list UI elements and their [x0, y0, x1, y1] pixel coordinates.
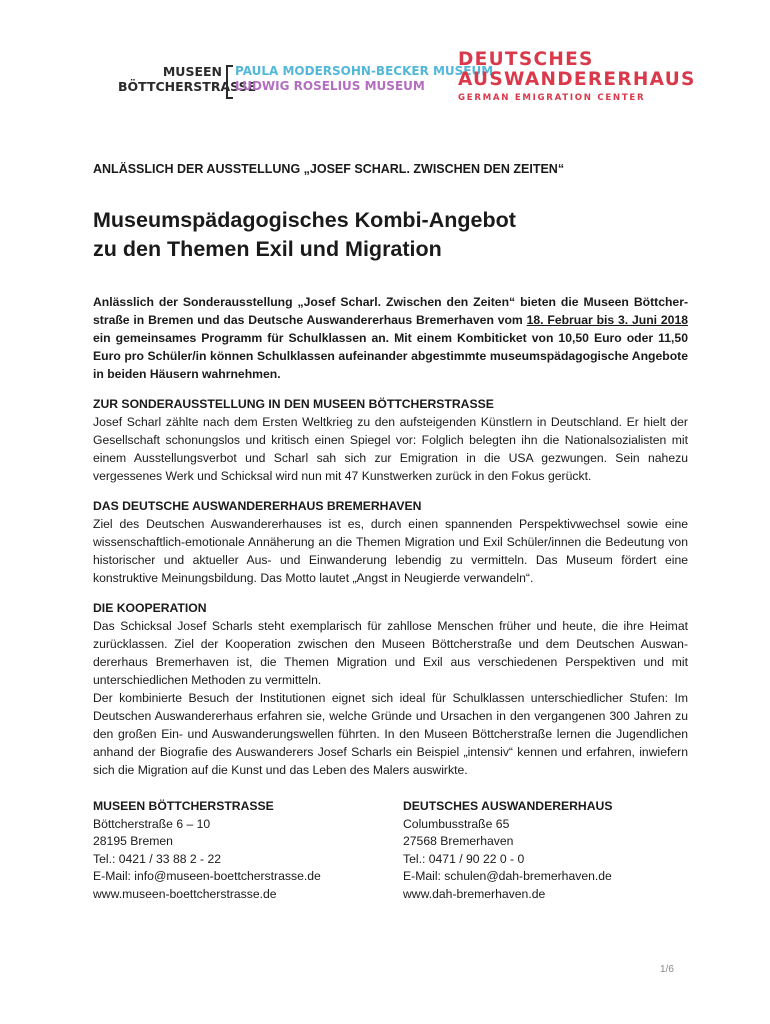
section-paragraph: Josef Scharl zählte nach dem Ersten Weltkrieg zu den aufsteigenden Künstlern in Deutschland. Er hielt der Gesellschaft schonungslos und kritisch einen Spiegel vor: Folglich belegten ihn die Nationalsozialisten mit einem Ausstellungsverbot und Scharl sah sich zur Emigration in die USA gezwungen. Sein nahezu vergessenes Werk und Schicksal wird nun mit 47 Kunstwerken zurück in den Fokus gerückt. [93, 415, 688, 483]
contact-street: Böttcherstraße 6 – 10 [93, 816, 211, 831]
occasion-heading: ANLÄSSLICH DER AUSSTELLUNG „JOSEF SCHARL. ZWISCHEN DEN ZEITEN“ [93, 162, 565, 176]
logo-line-museen: MUSEEN [162, 64, 222, 79]
section-heading: DIE KOOPERATION [93, 601, 207, 615]
intro-paragraph [93, 293, 688, 383]
contact-name: DEUTSCHES AUSWANDERERHAUS [403, 799, 613, 813]
dah-logo-subtitle: GERMAN EMIGRATION CENTER [458, 93, 646, 103]
logo-paula-modersohn-becker-museum: PAULA MODERSOHN-BECKER MUSEUM [235, 64, 494, 78]
contact-city: 28195 Bremen [93, 834, 173, 848]
contact-city: 27568 Bremerhaven [403, 834, 514, 848]
contact-website: www.museen-boettcherstrasse.de [93, 886, 277, 901]
contact-website: www.dah-bremerhaven.de [403, 886, 546, 901]
logo-museum-names [235, 64, 493, 94]
contact-email: E-Mail: schulen@dah-bremerhaven.de [403, 869, 612, 883]
contact-phone: Tel.: 0421 / 33 88 2 - 22 [93, 851, 222, 866]
logo-bracket [226, 65, 233, 99]
document-body [93, 293, 688, 779]
museen-boettcherstrasse-logo [118, 64, 494, 100]
document-title [93, 206, 516, 264]
dah-logo-line2: AUSWANDERERHAUS [458, 69, 696, 90]
deutsches-auswandererhaus-logo [458, 50, 696, 103]
contact-email: E-Mail: info@museen-boettcherstrasse.de [93, 869, 321, 883]
intro-text-before-date: Anlässlich der Sonderausstellung „Josef Scharl. Zwischen den Zeiten“ bieten die Museen Böttcherstraße in Bremen und das Deutsche Auswandererhaus Bremerhaven vom [93, 295, 688, 327]
section-paragraph: Das Schicksal Josef Scharls steht exemplarisch für zahllose Menschen früher und heute, die ihre Heimat zurücklassen. Ziel der Kooperation zwischen den Museen Böttcherstraße und dem Deutschen Auswandererhaus Bremerhaven ist, die Themen Migration und Exil aus verschiedenen Perspektiven und mit unterschiedlichen Methoden zu vermitteln. [93, 619, 688, 687]
intro-date-range: 18. Februar bis 3. Juni 2018 [526, 313, 689, 327]
logo-ludwig-roselius-museum: LUDWIG ROSELIUS MUSEUM [235, 79, 425, 93]
title-line-2: zu den Themen Exil und Migration [93, 237, 442, 261]
section-auswandererhaus [93, 497, 688, 587]
title-line-1: Museumspädagogisches Kombi-Angebot [93, 208, 516, 232]
contact-phone: Tel.: 0471 / 90 22 0 - 0 [403, 851, 525, 866]
dah-logo-line1: DEUTSCHES [458, 49, 594, 70]
page-number: 1/6 [660, 964, 674, 975]
contact-name: MUSEEN BÖTTCHERSTRASSE [93, 799, 274, 813]
contact-museen-boettcherstrasse [93, 798, 393, 903]
section-heading: ZUR SONDERAUSSTELLUNG IN DEN MUSEEN BÖTTCHERSTRASSE [93, 397, 494, 411]
section-heading: DAS DEUTSCHE AUSWANDERERHAUS BREMERHAVEN [93, 499, 422, 513]
logo-wordmark [118, 64, 257, 94]
contact-deutsches-auswandererhaus [403, 798, 703, 903]
section-exhibition [93, 395, 688, 485]
intro-text-after-date: ein gemeinsames Programm für Schulklassen an. Mit einem Kombiticket von 10,50 Euro oder 11,50 Euro pro Schüler/in können Schulklassen aufeinander abgestimmte museumspädagogische Angebote in beiden Häusern wahrnehmen. [93, 331, 688, 381]
contact-street: Columbusstraße 65 [403, 816, 510, 831]
section-paragraph: Ziel des Deutschen Auswandererhauses ist es, durch einen spannenden Perspektivwechsel sowie eine wissenschaftlich-emotionale Annäherung an die Themen Migration und Exil Schüler/innen die Bedeutung von historischer und aktueller Aus- und Einwanderung lebendig zu vermitteln. Das Museum fördert eine konstruktive Meinungsbildung. Das Motto lautet „Angst in Neugierde verwandeln“. [93, 517, 688, 585]
section-paragraph: Der kombinierte Besuch der Institutionen eignet sich ideal für Schulklassen unterschiedlicher Stufen: Im Deutschen Auswandererhaus erfahren sie, welche Gründe und Ursachen in den vergangenen 300 Jahren zu den großen Ein- und Auswanderungswellen führten. In den Museen Böttcherstraße lernen die Jugendlichen anhand der Biografie des Auswanderers Josef Scharls ein Beispiel „intensiv“ kennen und erfahren, inwiefern sich die Migration auf die Kunst und das Leben des Malers auswirkte. [93, 691, 688, 777]
logo-line-boettcherstrasse: BÖTTCHERSTRASSE [118, 79, 257, 94]
section-cooperation [93, 599, 688, 779]
